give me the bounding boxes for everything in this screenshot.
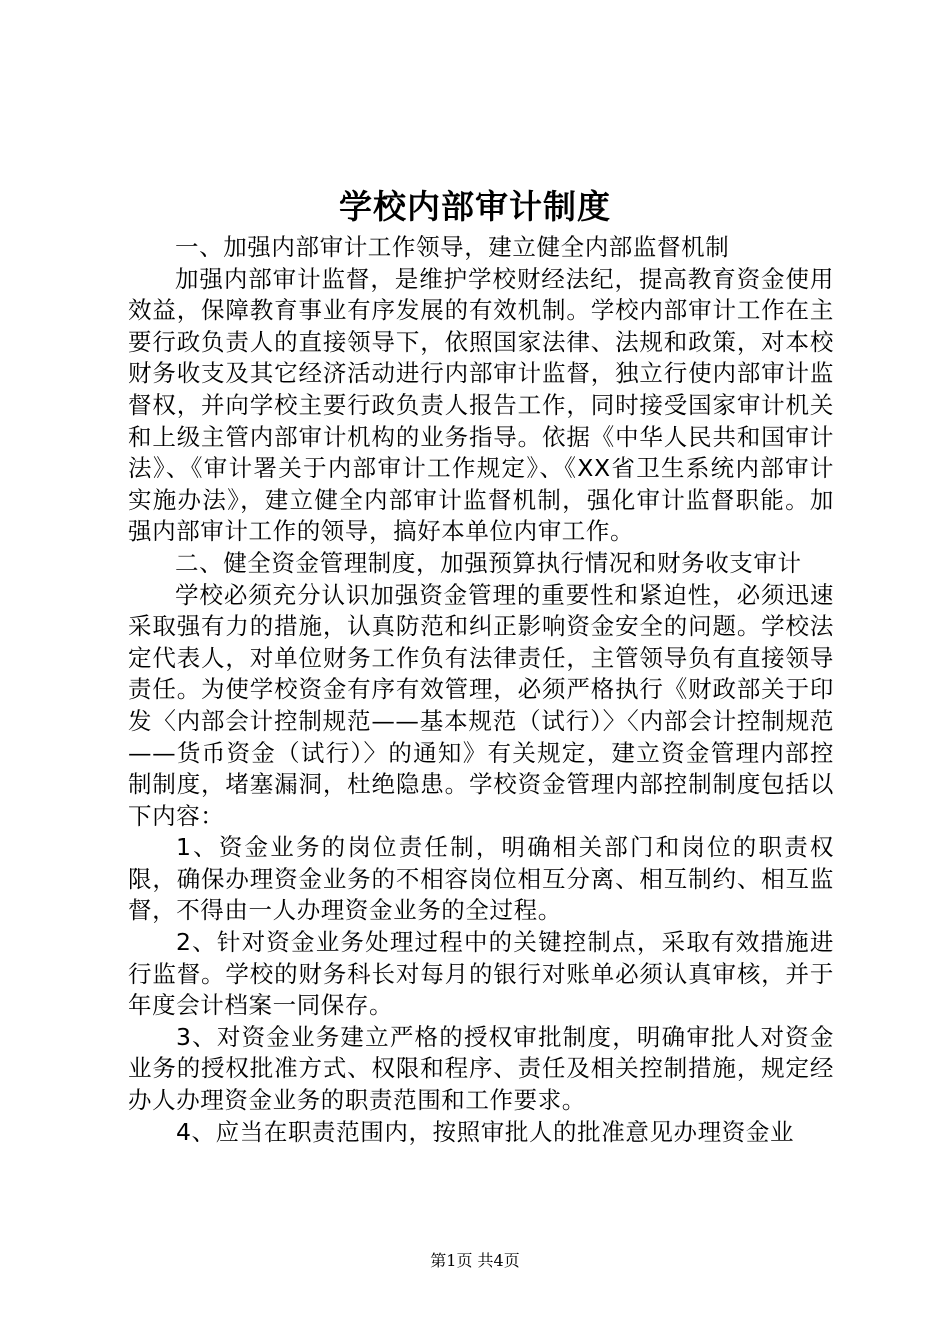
document-title: 学校内部审计制度 [339, 187, 611, 226]
paragraph: 加强内部审计监督，是维护学校财经法纪，提高教育资金使用效益，保障教育事业有序发展的有效机制。学校内部审计工作在主要行政负责人的直接领导下，依照国家法律、法规和政策，对本校财务收支及其它经济活动进行内部审计监督，独立行使内部审计监督权，并向学校主要行政负责人报告工作，同时接受国家审计机关和上级主管内部审计机构的业务指导。依据《中华人民共和国审计法》、《审计署关于内部审计工作规定》、《XX省卫生系统内部审计实施办法》，建立健全内部审计监督机制，强化审计监督职能。加强内部审计工作的领导，搞好本单位内审工作。 [128, 264, 834, 546]
section-heading-2: 二、健全资金管理制度，加强预算执行情况和财务收支审计 [175, 548, 802, 577]
list-item: 4、应当在职责范围内，按照审批人的批准意见办理资金业 [176, 1117, 795, 1146]
paragraph: 学校必须充分认识加强资金管理的重要性和紧迫性，必须迅速采取强有力的措施，认真防范和纠正影响资金安全的问题。学校法定代表人，对单位财务工作负有法律责任，主管领导负有直接领导责任。为使学校资金有序有效管理，必须严格执行《财政部关于印发〈内部会计控制规范——基本规范（试行）〉〈内部会计控制规范——货币资金（试行）〉的通知》有关规定，建立资金管理内部控制制度，堵塞漏洞，杜绝隐患。学校资金管理内部控制制度包括以下内容： [128, 580, 834, 830]
document-body [128, 232, 834, 1148]
list-item: 1、资金业务的岗位责任制，明确相关部门和岗位的职责权限，确保办理资金业务的不相容岗位相互分离、相互制约、相互监督，不得由一人办理资金业务的全过程。 [128, 833, 834, 925]
list-item: 2、针对资金业务处理过程中的关键控制点，采取有效措施进行监督。学校的财务科长对每月的银行对账单必须认真审核，并于年度会计档案一同保存。 [128, 928, 834, 1020]
list-item: 3、对资金业务建立严格的授权审批制度，明确审批人对资金业务的授权批准方式、权限和程序、责任及相关控制措施，规定经办人办理资金业务的职责范围和工作要求。 [128, 1022, 834, 1115]
page-footer: 第1页 共4页 [430, 1251, 520, 1270]
section-heading-1: 一、加强内部审计工作领导，建立健全内部监督机制 [175, 233, 730, 261]
